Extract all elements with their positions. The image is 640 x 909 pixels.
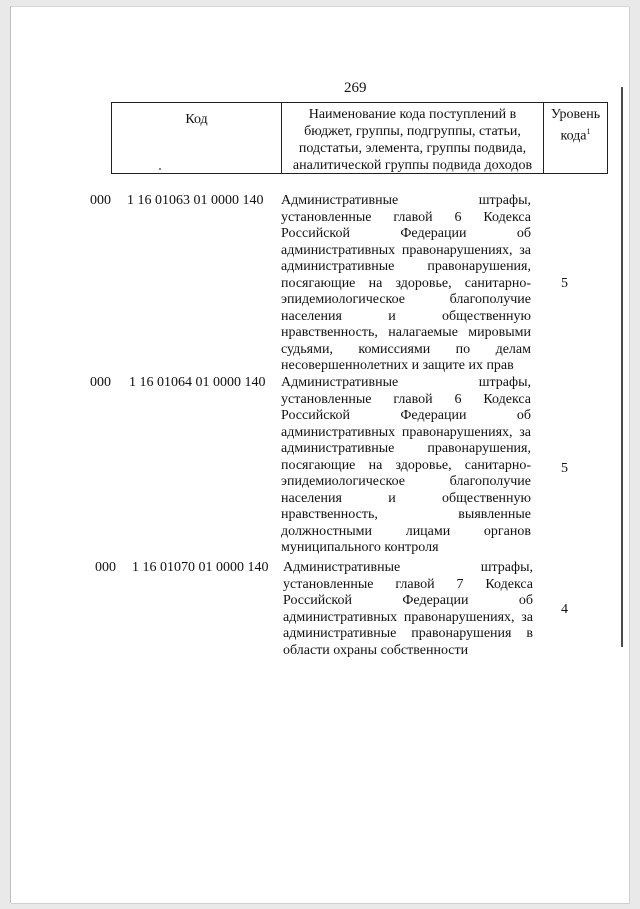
- description-line: эпидемиологическое благополучие: [281, 292, 531, 307]
- description-line: Российской Федерации об: [283, 593, 533, 608]
- description-line: Административные штрафы,: [281, 193, 531, 208]
- description-line: административных правонарушениях, за: [281, 242, 531, 258]
- description-line: Административные штрафы,: [281, 375, 531, 390]
- description-line: установленные главой 6 Кодекса: [281, 209, 531, 225]
- description-line: эпидемиологическое благополучие: [281, 474, 531, 489]
- description-line: населения и общественную: [281, 308, 531, 324]
- description-line: нравственность, налагаемые мировыми: [281, 325, 531, 340]
- row-prefix: 000: [90, 375, 111, 390]
- page-number: 269: [344, 80, 367, 96]
- description-line: области охраны собственности: [283, 642, 469, 658]
- header-name-cell: [282, 103, 544, 173]
- header-name-line: Наименование кода поступлений в: [308, 107, 517, 122]
- header-name-line: подстатьи, элемента, группы подвида,: [298, 141, 527, 156]
- header-name-line: бюджет, группы, подгруппы, статьи,: [304, 124, 521, 139]
- table-header: [111, 102, 608, 174]
- description-line: Российской Федерации об: [281, 408, 531, 423]
- description-line: нравственность, выявленные: [281, 507, 531, 522]
- description-line: установленные главой 6 Кодекса: [281, 391, 531, 407]
- description-line: посягающие на здоровье, санитарно-: [281, 457, 531, 473]
- description-line: посягающие на здоровье, санитарно-: [281, 275, 531, 291]
- description-line: Административные штрафы,: [283, 560, 533, 575]
- description-line: судьями, комиссиями по делам: [281, 341, 531, 357]
- description-line: должностными лицами органов: [281, 523, 531, 539]
- description-line: административные правонарушения,: [281, 441, 531, 456]
- row-prefix: 000: [95, 560, 116, 575]
- document-page: [10, 6, 629, 903]
- row-code: 1 16 01070 01 0000 140: [132, 560, 269, 575]
- description-line: населения и общественную: [281, 490, 531, 506]
- description-line: административных правонарушениях, за: [283, 609, 533, 625]
- scan-speck: [159, 168, 161, 170]
- row-level: 4: [561, 602, 568, 617]
- description-line: административные правонарушения в: [283, 626, 533, 641]
- row-code: 1 16 01064 01 0000 140: [129, 375, 266, 390]
- description-line: муниципального контроля: [281, 540, 439, 555]
- header-level-cell: [544, 103, 608, 173]
- description-line: Российской Федерации об: [281, 226, 531, 241]
- row-level: 5: [561, 276, 568, 291]
- description-line: установленные главой 7 Кодекса: [283, 576, 533, 592]
- row-description: [281, 193, 531, 375]
- header-name-line: аналитической группы подвида доходов: [292, 158, 533, 173]
- header-level-line: кода$^1$: [560, 127, 591, 144]
- row-description: [281, 375, 531, 557]
- description-line: административных правонарушениях, за: [281, 424, 531, 440]
- row-prefix: 000: [90, 193, 111, 208]
- description-line: несовершеннолетних и защите их прав: [281, 358, 514, 373]
- header-code-label: Код: [185, 112, 208, 127]
- header-code-cell: [111, 103, 282, 173]
- row-description: [283, 560, 533, 659]
- description-line: административные правонарушения,: [281, 259, 531, 274]
- row-code: 1 16 01063 01 0000 140: [127, 193, 264, 208]
- scan-edge-line: [621, 87, 623, 647]
- footnote-marker: 1: [586, 127, 591, 136]
- header-level-line: Уровень: [550, 107, 601, 122]
- row-level: 5: [561, 461, 568, 476]
